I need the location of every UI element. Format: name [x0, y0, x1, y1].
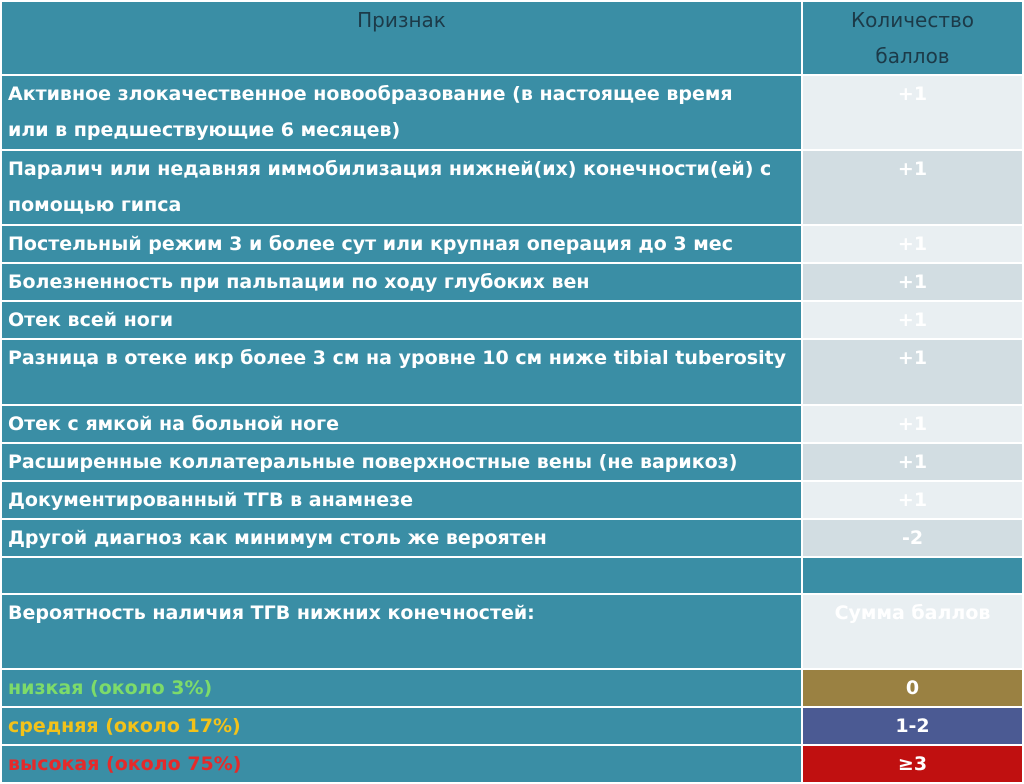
- criterion-score: +1: [802, 481, 1023, 519]
- header-points-line2: баллов: [875, 44, 950, 68]
- header-points: [802, 1, 1023, 75]
- criterion-score: +1: [802, 150, 1023, 225]
- criterion-text: Паралич или недавняя иммобилизация нижней(их) конечности(ей) с: [8, 158, 772, 180]
- table-row: [1, 301, 1023, 339]
- probability-level-low: [1, 669, 1023, 707]
- header-points-line1: Количество: [850, 8, 974, 32]
- criterion-score: +1: [802, 75, 1023, 150]
- probability-level-high: [1, 745, 1023, 783]
- table-row: [1, 405, 1023, 443]
- criterion-score: +1: [802, 225, 1023, 263]
- level-score: 1-2: [802, 707, 1023, 745]
- criterion-text: Расширенные коллатеральные поверхностные вены (не варикоз): [1, 443, 802, 481]
- spacer-row: [1, 557, 1023, 594]
- criterion-score: +1: [802, 301, 1023, 339]
- header-criterion: [1, 1, 802, 75]
- criterion-score: +1: [802, 339, 1023, 405]
- criterion-text: Отек всей ноги: [1, 301, 802, 339]
- criterion-text: Постельный режим 3 и более сут или крупная операция до 3 мес: [1, 225, 802, 263]
- probability-level-medium: [1, 707, 1023, 745]
- level-score: ≥3: [802, 745, 1023, 783]
- table-row: [1, 443, 1023, 481]
- criterion-score: +1: [802, 405, 1023, 443]
- header-criterion-label: Признак: [357, 8, 446, 32]
- probability-label: Вероятность наличия ТГВ нижних конечностей:: [1, 594, 802, 669]
- table-row: [1, 263, 1023, 301]
- level-score: 0: [802, 669, 1023, 707]
- table-row: [1, 339, 1023, 405]
- table-row: [1, 75, 1023, 150]
- criterion-text: Болезненность при пальпации по ходу глубоких вен: [1, 263, 802, 301]
- level-label: средняя (около 17%): [1, 707, 802, 745]
- table-header-row: [1, 1, 1023, 75]
- table-row: [1, 481, 1023, 519]
- criterion-text: Документированный ТГВ в анамнезе: [1, 481, 802, 519]
- criterion-text: Активное злокачественное новообразование (в настоящее время: [8, 83, 733, 105]
- sum-label: Сумма баллов: [802, 594, 1023, 669]
- criterion-text-continued: помощью гипса: [8, 194, 182, 216]
- criterion-text: Отек с ямкой на больной ноге: [1, 405, 802, 443]
- criterion-text-continued: или в предшествующие 6 месяцев): [8, 119, 401, 141]
- level-label: низкая (около 3%): [1, 669, 802, 707]
- level-label: высокая (около 75%): [1, 745, 802, 783]
- table-row: [1, 519, 1023, 557]
- criterion-score: +1: [802, 263, 1023, 301]
- criterion-text: Другой диагноз как минимум столь же вероятен: [1, 519, 802, 557]
- table-row: [1, 225, 1023, 263]
- probability-header-row: [1, 594, 1023, 669]
- criterion-text: Разница в отеке икр более 3 см на уровне 10 см ниже tibial tuberosity: [1, 339, 802, 405]
- table-row: [1, 150, 1023, 225]
- criterion-score: +1: [802, 443, 1023, 481]
- criterion-score: -2: [802, 519, 1023, 557]
